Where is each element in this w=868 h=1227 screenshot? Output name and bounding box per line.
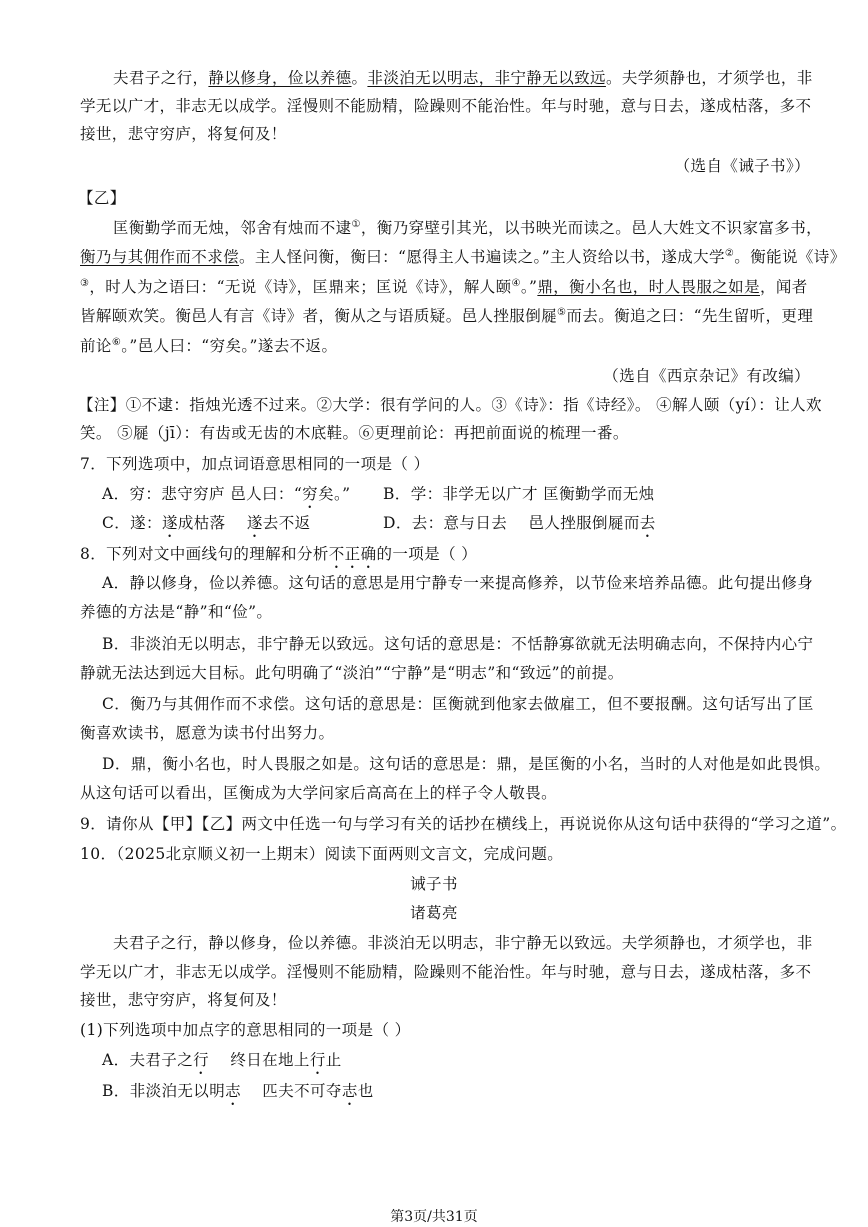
text: 夫君子之行， xyxy=(113,69,209,87)
q10-stem: 10．（2025北京顺义初一上期末）阅读下面两则文言文，完成问题。 xyxy=(80,845,564,863)
text: 。主人怪问衡，衡曰：“愿得主人书遍读之。”主人资给以书，遂成大学 xyxy=(239,248,725,266)
yi-line-2 xyxy=(80,242,846,269)
text: 去不返 xyxy=(262,514,311,532)
section-label-yi: 【乙】 xyxy=(78,189,126,207)
text: D．去：意与日去 邑人挫服倒屣而 xyxy=(383,514,640,532)
dotted-char: 遂 xyxy=(246,514,263,532)
text: B．非淡泊无以明 xyxy=(102,1082,226,1100)
q7-option-a xyxy=(102,482,382,512)
q10-1-option-b xyxy=(102,1079,814,1109)
dotted-char: 志 xyxy=(225,1082,241,1100)
note-marker: ③ xyxy=(80,278,90,289)
text: 。衡能说《诗》 xyxy=(734,248,846,266)
q8-option-b-1: B．非淡泊无以明志，非宁静无以致远。这句话的意思是：不恬静寡欲就无法明确志向，不保持内心宁 xyxy=(102,635,814,653)
yi-line-1 xyxy=(113,213,825,240)
note-marker: ① xyxy=(351,219,361,230)
jia-line-3: 接世，悲守穷庐，将复何及！ xyxy=(80,125,287,143)
note-marker: ⑤ xyxy=(557,307,567,318)
dotted-text: 不正确 xyxy=(328,545,377,563)
underlined-sentence: 鼎，衡小名也，时人畏服之如是 xyxy=(537,278,760,296)
dotted-char: 穷 xyxy=(302,485,319,503)
q8-option-b-2: 静就无法达到远大目标。此句明确了“淡泊”“宁静”是“明志”和“致远”的前提。 xyxy=(80,664,624,682)
text: 的一项是（ ） xyxy=(376,545,478,563)
text: 止 xyxy=(325,1051,342,1069)
text: 。夫学须静也，才须学也，非 xyxy=(605,69,813,87)
underlined-sentence: 非淡泊无以明志，非宁静无以致远 xyxy=(367,69,606,87)
jia-line-1 xyxy=(113,66,825,90)
note-marker: ② xyxy=(724,248,735,259)
text: 。 xyxy=(351,69,368,87)
yi-line-4 xyxy=(80,301,814,328)
text: 而去。衡追之曰：“先生留听，更理 xyxy=(566,307,814,325)
text: C．遂： xyxy=(102,514,162,532)
text: 也 xyxy=(357,1082,374,1100)
text: 匹夫不可夺 xyxy=(241,1082,342,1100)
text: 8．下列对文中画线句的理解和分析 xyxy=(80,545,329,563)
q7-stem: 7．下列选项中，加点词语意思相同的一项是（ ） xyxy=(80,455,430,473)
jia-source: （选自《诫子书》） xyxy=(674,157,810,175)
dotted-char: 行 xyxy=(193,1051,210,1069)
q10-1-stem: (1)下列选项中加点字的意思相同的一项是（ ） xyxy=(80,1021,411,1039)
dotted-char: 行 xyxy=(309,1051,326,1069)
dotted-char: 去 xyxy=(639,514,656,532)
poem-title: 诫子书 xyxy=(410,875,458,893)
note-marker: ④ xyxy=(511,278,521,289)
passage2-line-1: 夫君子之行，静以修身，俭以养德。非淡泊无以明志，非宁静无以致远。夫学须静也，才须学也，非 xyxy=(113,934,813,952)
q7-option-b: B．学：非学无以广才 匡衡勤学而无烛 xyxy=(383,485,655,503)
text: 成枯落 xyxy=(177,514,247,532)
text: 。” xyxy=(520,278,538,296)
yi-line-3 xyxy=(80,272,808,299)
yi-source: （选自《西京杂记》有改编） xyxy=(603,367,810,385)
q8-option-a-2: 养德的方法是“静”和“俭”。 xyxy=(80,603,273,621)
text: 矣。” xyxy=(318,485,351,503)
q8-option-c-1: C．衡乃与其佣作而不求偿。这句话的意思是：匡衡就到他家去做雇工，但不要报酬。这句话写出了匡 xyxy=(102,695,814,713)
poem-author: 诸葛亮 xyxy=(410,904,458,922)
text: 匡衡勤学而无烛，邻舍有烛而不逮 xyxy=(113,219,352,237)
notes-line-2: 笑。 ⑤屣（jī）：有齿或无齿的木底鞋。⑥更理前论：再把前面说的梳理一番。 xyxy=(80,424,629,442)
underlined-sentence: 静以修身，俭以养德 xyxy=(208,69,352,87)
text: ，闻者 xyxy=(759,278,808,296)
text: ，衡乃穿壁引其光，以书映光而读之。邑人大姓文不识家富多书， xyxy=(360,219,822,237)
dotted-char: 志 xyxy=(341,1082,358,1100)
q8-option-a-1: A．静以修身，俭以养德。这句话的意思是用宁静专一来提高修养，以节俭来培养品德。此句提出修身 xyxy=(102,574,814,592)
q8-stem xyxy=(80,542,792,572)
notes-line-1: 【注】①不逮：指烛光透不过来。②大学：很有学问的人。③《诗》：指《诗经》。 ④解人颐（yí）：让人欢 xyxy=(78,396,822,414)
q7-option-d xyxy=(383,511,868,541)
q8-option-c-2: 衡喜欢读书，愿意为读书付出努力。 xyxy=(80,724,335,742)
text: 终日在地上 xyxy=(209,1051,310,1069)
q7-option-c xyxy=(102,511,382,541)
q10-1-option-a xyxy=(102,1048,814,1078)
q9-stem: 9．请你从【甲】【乙】两文中任选一句与学习有关的话抄在横线上，再说说你从这句话中获得的“学习之道”。 xyxy=(80,815,847,833)
page-footer: 第3页/共31页 xyxy=(390,1209,478,1225)
jia-line-2: 学无以广才，非志无以成学。淫慢则不能励精，险躁则不能治性。年与时驰，意与日去，遂成枯落，多不 xyxy=(80,97,812,115)
text: 皆解颐欢笑。衡邑人有言《诗》者，衡从之与语质疑。邑人挫服倒屣 xyxy=(80,307,558,325)
note-marker: ⑥ xyxy=(111,337,122,348)
underlined-sentence: 衡乃与其佣作而不求偿 xyxy=(80,248,240,266)
yi-line-5 xyxy=(80,331,792,358)
q8-option-d-2: 从这句话可以看出，匡衡成为大学问家后高高在上的样子令人敬畏。 xyxy=(80,784,558,802)
passage2-line-2: 学无以广才，非志无以成学。淫慢则不能励精，险躁则不能治性。年与时驰，意与日去，遂成枯落，多不 xyxy=(80,963,812,981)
text: A．夫君子之 xyxy=(102,1051,194,1069)
text: 。”邑人曰：“穷矣。”遂去不返。 xyxy=(121,337,338,355)
passage2-line-3: 接世，悲守穷庐，将复何及！ xyxy=(80,991,287,1009)
text: 前论 xyxy=(80,337,112,355)
text: A．穷：悲守穷庐 邑人曰：“ xyxy=(102,485,303,503)
text: ，时人为之语曰：“无说《诗》，匡鼎来；匡说《诗》，解人颐 xyxy=(89,278,512,296)
q8-option-d-1: D．鼎，衡小名也，时人畏服之如是。这句话的意思是：鼎，是匡衡的小名，当时的人对他是如此畏惧。 xyxy=(102,755,831,773)
dotted-char: 遂 xyxy=(161,514,178,532)
